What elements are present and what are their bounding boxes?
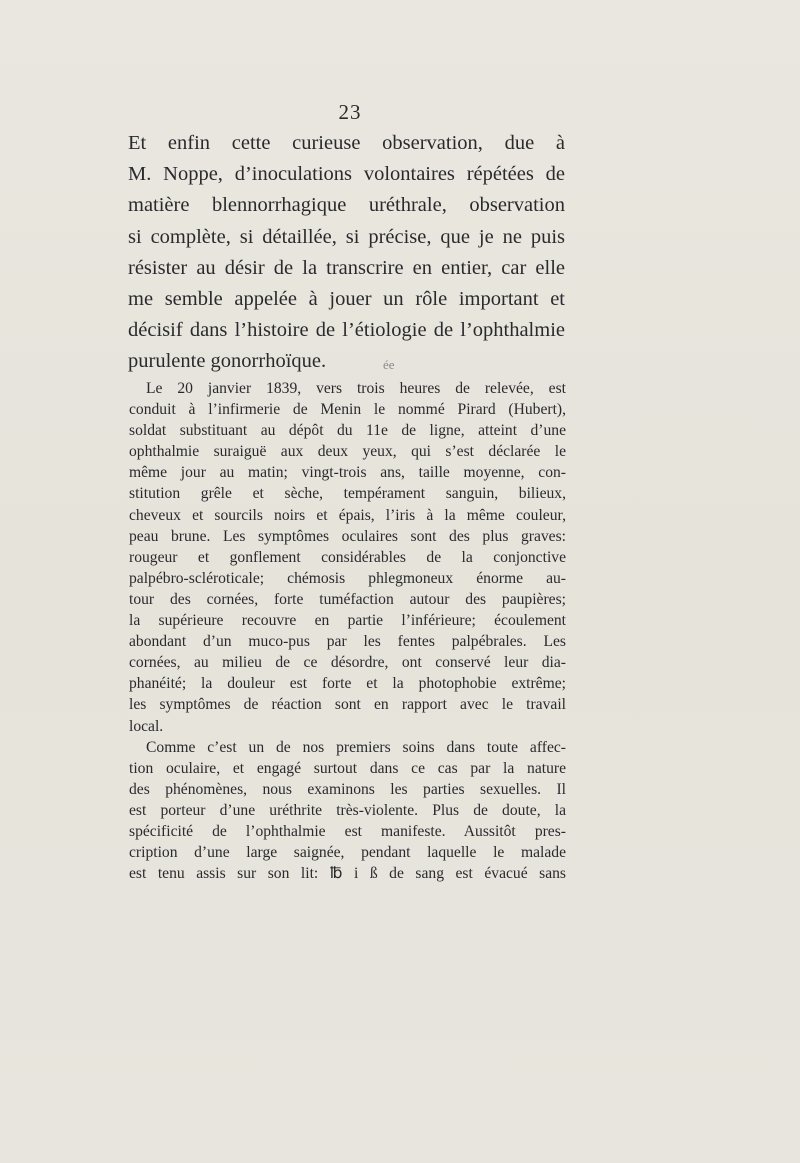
observation-line: palpébro-scléroticale; chémosis phlegmoneux énorme au-: [129, 569, 566, 587]
observation-line: peau brune. Les symptômes oculaires sont des plus graves:: [129, 527, 566, 545]
intro-line: si complète, si détaillée, si précise, que je ne puis: [128, 225, 565, 248]
observation-text: [129, 378, 566, 884]
intro-line: M. Noppe, d’inoculations volontaires répétées de: [128, 163, 565, 186]
intro-line: me semble appelée à jouer un rôle important et: [128, 288, 565, 311]
observation-line: local.: [129, 717, 164, 735]
intro-paragraph: [128, 128, 565, 378]
observation-line: cription d’une large saignée, pendant laquelle le malade: [129, 844, 566, 862]
observation-line: cheveux et sourcils noirs et épais, l’iris à la même couleur,: [129, 506, 566, 524]
observation-line: spécificité de l’ophthalmie est manifeste. Aussitôt pres-: [129, 822, 566, 840]
intro-line: résister au désir de la transcrire en entier, car elle: [128, 256, 565, 279]
intro-line: décisif dans l’histoire de l’étiologie de l’ophthalmie: [128, 319, 565, 342]
observation-line: abondant d’un muco-pus par les fentes palpébrales. Les: [129, 633, 566, 651]
observation-line: soldat substituant au dépôt du 11e de ligne, atteint d’une: [129, 422, 566, 440]
observation-paragraph-2: [129, 737, 566, 885]
observation-line: tion oculaire, et engagé surtout dans ce cas par la nature: [129, 759, 566, 777]
intro-line: purulente gonorrhoïque.: [128, 350, 327, 373]
observation-line: tour des cornées, forte tuméfaction autour des paupières;: [129, 590, 566, 608]
observation-line: la supérieure recouvre en partie l’inférieure; écoulement: [129, 612, 566, 630]
intro-line: Et enfin cette curieuse observation, due à: [128, 132, 565, 154]
observation-line: est porteur d’une uréthrite très-violente. Plus de doute, la: [129, 801, 566, 819]
observation-line: stitution grêle et sèche, tempérament sanguin, bilieux,: [129, 485, 566, 503]
observation-line: conduit à l’infirmerie de Menin le nommé Pirard (Hubert),: [129, 401, 566, 419]
observation-line: Le 20 janvier 1839, vers trois heures de relevée, est: [146, 380, 566, 397]
observation-line: phanéité; la douleur est forte et la photophobie extrême;: [129, 675, 566, 693]
observation-line: même jour au matin; vingt-trois ans, taille moyenne, con-: [129, 464, 566, 482]
intro-line: matière blennorrhagique uréthrale, observation: [128, 194, 565, 217]
observation-line: ophthalmie suraiguë aux deux yeux, qui s’est déclarée le: [129, 443, 566, 461]
observation-line: rougeur et gonflement considérables de la conjonctive: [129, 548, 566, 566]
observation-line: des phénomènes, nous examinons les parties sexuelles. Il: [129, 780, 566, 798]
observation-line: est tenu assis sur son lit: ℔ i ß de sang est évacué sans: [129, 865, 566, 883]
bleed-through-mark: ée: [383, 357, 395, 372]
page-number: 23: [338, 100, 362, 124]
observation-line: les symptômes de réaction sont en rapport avec le travail: [129, 696, 566, 714]
observation-line: Comme c’est un de nos premiers soins dans toute affec-: [146, 738, 566, 756]
observation-line: cornées, au milieu de ce désordre, ont conservé leur dia-: [129, 654, 566, 672]
observation-paragraph-1: [129, 378, 566, 737]
